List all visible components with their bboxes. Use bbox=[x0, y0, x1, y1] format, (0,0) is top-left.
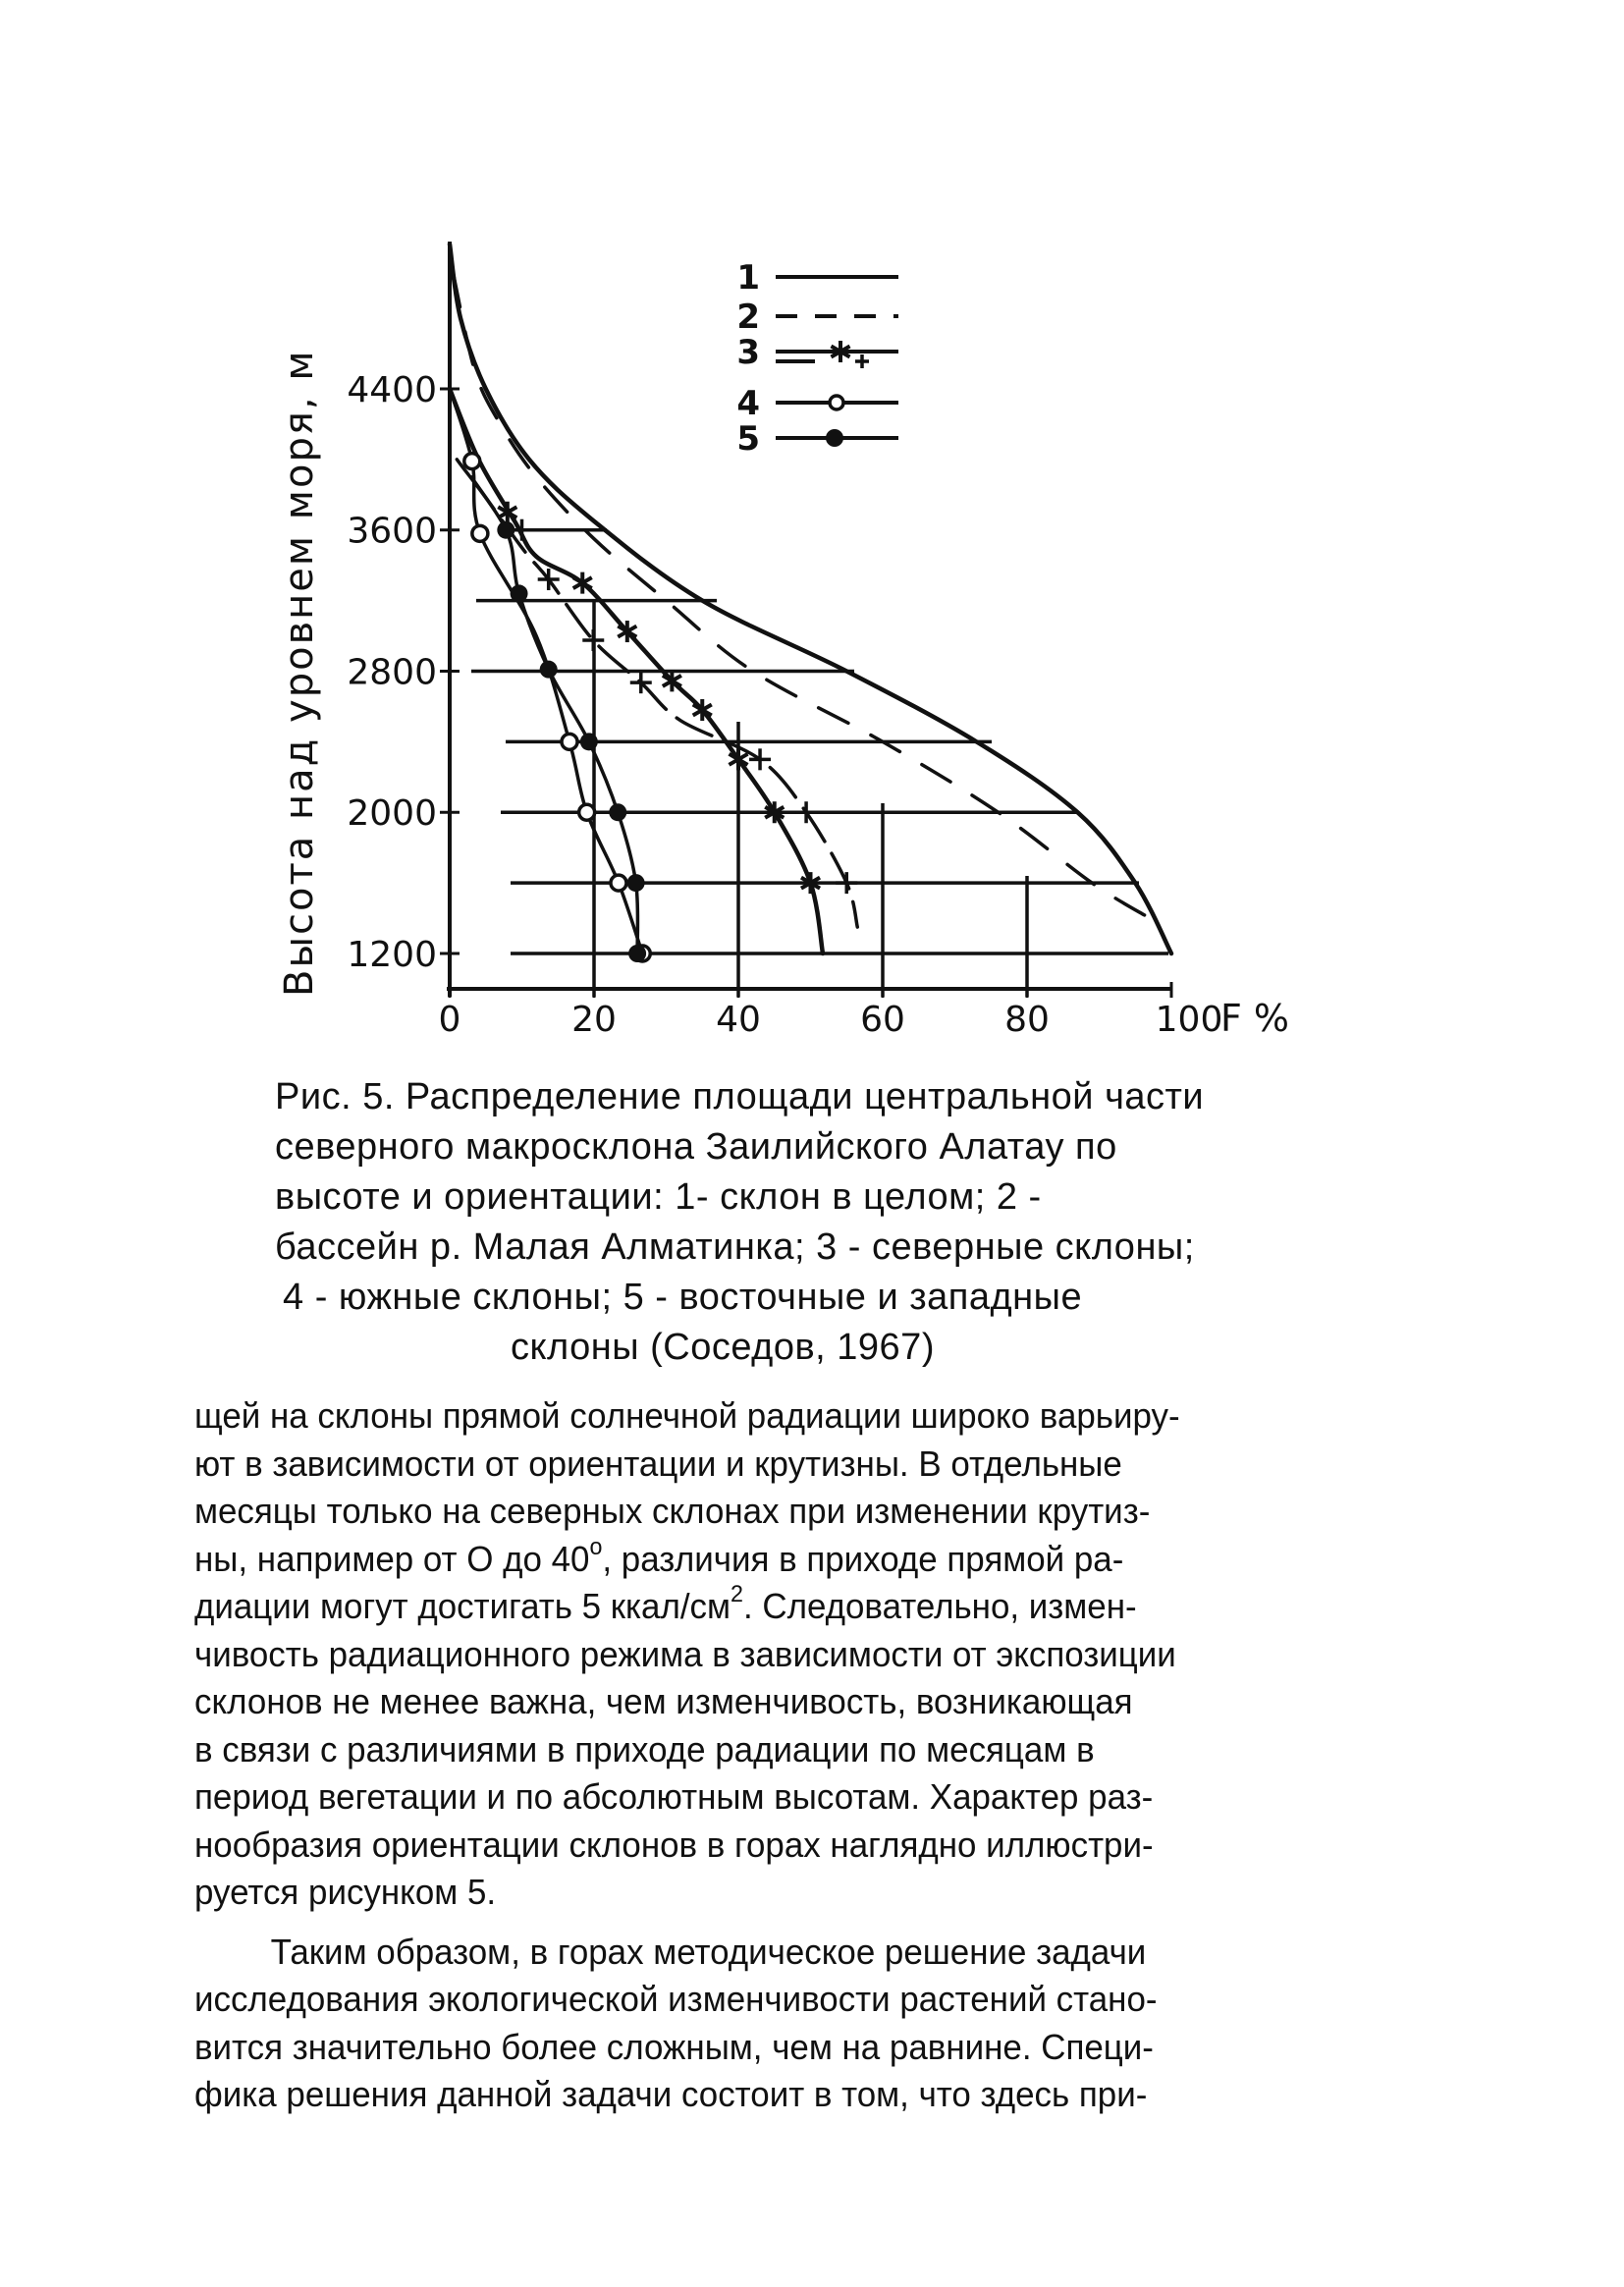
y-tick-label: 2000 bbox=[347, 793, 437, 835]
legend-item-3 bbox=[736, 333, 898, 372]
filled-circle-marker bbox=[627, 874, 645, 892]
open-circle-marker bbox=[562, 734, 577, 749]
body-text bbox=[194, 1392, 1451, 2119]
series-line-2 bbox=[454, 274, 1150, 918]
y-tick-label: 4400 bbox=[347, 369, 437, 410]
legend-label: 4 bbox=[736, 384, 760, 423]
caption-line: высоте и ориентации: 1- склон в целом; 2 - bbox=[275, 1176, 1042, 1218]
squared-superscript: 2 bbox=[731, 1581, 743, 1607]
text-line: вится значительно более сложным, чем на равнине. Специ- bbox=[194, 2026, 1154, 2067]
open-circle-marker bbox=[611, 875, 626, 891]
cross-marker bbox=[749, 748, 771, 770]
y-tick-label: 1200 bbox=[347, 935, 437, 975]
legend-cross-icon bbox=[855, 354, 869, 368]
text-line: нообразия ориентации склонов в горах наглядно иллюстри- bbox=[194, 1824, 1154, 1865]
figure-caption bbox=[275, 1072, 1404, 1373]
text-line: ют в зависимости от ориентации и крутизны. В отдельные bbox=[194, 1443, 1122, 1484]
text-line: склонов не менее важна, чем изменчивость, возникающая bbox=[194, 1681, 1133, 1721]
legend-label: 5 bbox=[736, 419, 760, 459]
text-line: фика решения данной задачи состоит в том, что здесь при- bbox=[194, 2074, 1148, 2114]
x-tick-label: 20 bbox=[571, 1000, 617, 1040]
text-line: руется рисунком 5. bbox=[194, 1872, 497, 1912]
tick-labels bbox=[347, 370, 1222, 1040]
legend-filled-circle-icon bbox=[826, 429, 843, 447]
series-2 bbox=[454, 274, 1150, 918]
open-circle-marker bbox=[464, 454, 480, 469]
caption-line: северного макросклона Заилийского Алатау по bbox=[275, 1126, 1117, 1168]
x-tick-label: 100 bbox=[1155, 1000, 1223, 1040]
legend-item-2 bbox=[736, 298, 898, 337]
filled-circle-marker bbox=[628, 945, 646, 962]
caption-line: 4 - южные склоны; 5 - восточные и западные bbox=[283, 1277, 1083, 1318]
open-circle-marker bbox=[579, 804, 595, 820]
cross-marker bbox=[836, 872, 857, 894]
open-circle-marker bbox=[472, 525, 488, 541]
text-line: Таким образом, в горах методическое решение задачи bbox=[270, 1931, 1147, 1972]
legend-open-circle-icon bbox=[830, 396, 843, 409]
legend-label: 3 bbox=[736, 333, 760, 372]
legend-item-4 bbox=[736, 384, 898, 423]
filled-circle-marker bbox=[511, 584, 528, 602]
y-axis-title: Высота над уровнем моря, м bbox=[277, 349, 322, 997]
x-axis-title: F % bbox=[1220, 997, 1290, 1040]
legend-item-1 bbox=[736, 258, 898, 298]
text-fragment: ны, например от О до 40 bbox=[194, 1538, 590, 1579]
filled-circle-marker bbox=[609, 803, 626, 821]
x-tick-label: 0 bbox=[438, 1000, 461, 1040]
text-fragment: диации могут достигать 5 ккал/см bbox=[194, 1586, 731, 1626]
x-tick-label: 40 bbox=[716, 1000, 761, 1040]
caption-line: бассейн р. Малая Алматинка; 3 - северные склоны; bbox=[275, 1226, 1195, 1268]
text-line bbox=[194, 1533, 1451, 1584]
text-fragment: , различия в приходе прямой ра- bbox=[602, 1538, 1124, 1579]
legend-label: 2 bbox=[736, 298, 760, 337]
degree-superscript: о bbox=[589, 1533, 603, 1560]
caption-line: Рис. 5. Распределение площади центральной части bbox=[275, 1076, 1205, 1117]
filled-circle-marker bbox=[497, 521, 514, 539]
legend-label: 1 bbox=[736, 258, 760, 298]
x-tick-label: 60 bbox=[860, 1000, 905, 1040]
text-line: период вегетации и по абсолютным высотам. Характер раз- bbox=[194, 1776, 1154, 1817]
legend bbox=[736, 258, 898, 459]
text-line: чивость радиационного режима в зависимости от экспозиции bbox=[194, 1633, 1176, 1674]
filled-circle-marker bbox=[580, 733, 598, 750]
cross-marker bbox=[795, 801, 817, 823]
text-line: в связи с различиями в приходе радиации по месяцам в bbox=[194, 1728, 1095, 1770]
figure-5-chart bbox=[0, 0, 1624, 1061]
text-line: месяцы только на северных склонах при изменении крутиз- bbox=[194, 1491, 1151, 1531]
filled-circle-marker bbox=[540, 661, 558, 679]
caption-line: склоны (Соседов, 1967) bbox=[511, 1327, 935, 1368]
text-fragment: . Следовательно, измен- bbox=[742, 1586, 1137, 1626]
legend-item-5 bbox=[736, 419, 898, 459]
text-line: исследования экологической изменчивости растений стано- bbox=[194, 1979, 1158, 2019]
text-line: щей на склоны прямой солнечной радиации широко варьиру- bbox=[194, 1395, 1180, 1436]
x-tick-label: 80 bbox=[1004, 1000, 1050, 1040]
y-tick-label: 3600 bbox=[347, 511, 437, 552]
text-line bbox=[194, 1583, 1451, 1631]
y-tick-label: 2800 bbox=[347, 652, 437, 693]
